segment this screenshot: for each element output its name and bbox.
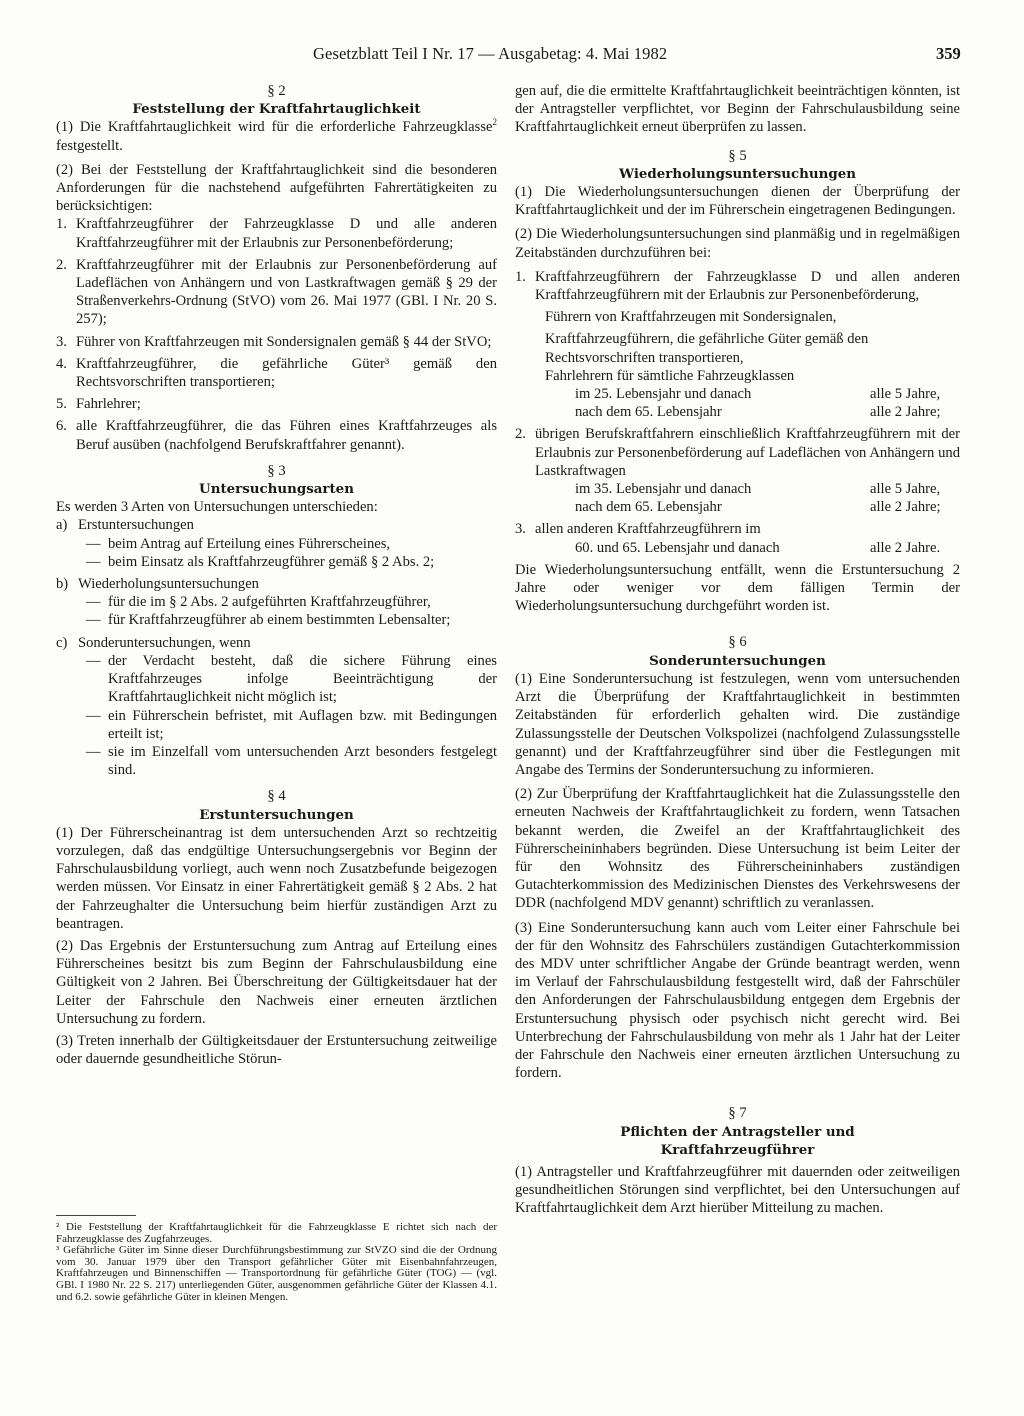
footnote: ³ Gefährliche Güter im Sinne dieser Durchführungsbestimmung zur StVZO sind die der Ordnung vom 30. Januar 1979 über den Transport gefährlicher Güter mit Eisenbahnfahrzeugen, Kraftfahrzeugen und Binnenschiffen — Transportordnung für gefährliche Güter (TOG) — (vgl. GBl. I 1980 Nr. 22 S. 217) unterliegenden Güter, ausgenommen gefährliche Güter der Klassen 4.1. und 6.2. sowie gefährliche Güter in kleinen Mengen. bbox=[56, 1244, 497, 1303]
paragraph: (3) Eine Sonderuntersuchung kann auch vom Leiter einer Fahrschule bei der für den Wohnsitz des Fahrschülers zuständigen Gutachterkommission des MDV unter schriftlicher Angabe der Gründe beantragt werden, wenn im Verlauf der Fahrschulausbildung festgestellt wird, daß der Fahrschüler den Anforderungen der Fahrschulausbildung entgegen dem Ergebnis der Erstuntersuchung physisch oder psychisch nicht gerecht wird. Bei Unterbrechung der Fahrschulausbildung von mehr als 1 Jahr hat der Leiter der Fahrschule den Nachweis einer erneuten ärztlichen Untersuchung zu fordern. bbox=[515, 919, 960, 1082]
list-item: 5. Fahrlehrer; bbox=[56, 396, 141, 413]
paragraph: (2) Bei der Feststellung der Kraftfahrtauglichkeit sind die besonderen Anforderungen für die nachstehend aufgeführten Fahrertätigkeiten zu berücksichtigen: bbox=[56, 161, 497, 215]
list-item: — der Verdacht besteht, daß die sichere Führung eines Kraftfahrzeuges infolge Beeinträchtigung der Kraftfahrtauglichkeit nicht möglich ist; bbox=[86, 652, 497, 706]
footnote-ref: 2 bbox=[492, 117, 497, 128]
list-item: 3. allen anderen Kraftfahrzeugführern im bbox=[515, 521, 761, 538]
section-number: § 5 bbox=[728, 147, 747, 164]
list-item: 1. Kraftfahrzeugführer der Fahrzeugklasse D und alle anderen Kraftfahrzeugführer mit der Erlaubnis zur Personenbeförderung; bbox=[56, 216, 497, 251]
list-item: 6. alle Kraftfahrzeugführer, die das Führen eines Kraftfahrzeuges als Beruf ausüben (nachfolgend Berufskraftfahrer genannt). bbox=[56, 418, 497, 453]
page-number: 359 bbox=[936, 44, 961, 63]
section-6-heading bbox=[515, 633, 960, 669]
list-item: 2. Kraftfahrzeugführer mit der Erlaubnis zur Personenbeförderung auf Ladeflächen von Anhängern und von Lastkraftwagen gemäß § 29 der Straßenverkehrs-Ordnung (StVO) vom 26. Mai 1977 (GBl. I Nr. 20 S. 257); bbox=[56, 256, 497, 328]
list-subitem: Fahrlehrern für sämtliche Fahrzeugklassen bbox=[545, 367, 795, 384]
footnote-divider bbox=[56, 1215, 136, 1216]
section-number: § 2 bbox=[267, 83, 286, 99]
section-title: Wiederholungsuntersuchungen bbox=[619, 165, 856, 182]
paragraph: (1) Die Wiederholungsuntersuchungen dienen der Überprüfung der Kraftfahrtauglichkeit und der im Führerschein eingetragenen Bedingungen. bbox=[515, 184, 960, 219]
list-item: a) Erstuntersuchungen bbox=[56, 517, 194, 534]
page-header bbox=[0, 44, 1024, 68]
section-title: Kraftfahrzeugführer bbox=[660, 1141, 815, 1158]
section-5-heading bbox=[515, 147, 960, 183]
footnote: ² Die Feststellung der Kraftfahrtauglichkeit für die Fahrzeugklasse E richtet sich nach der Fahrzeugklasse des Zugfahrzeuges. bbox=[56, 1221, 497, 1245]
numbered-list bbox=[56, 215, 497, 453]
section-7-heading bbox=[515, 1104, 960, 1159]
section-3-heading bbox=[56, 462, 497, 498]
section-4-heading bbox=[56, 787, 497, 823]
section-number: § 7 bbox=[728, 1105, 747, 1122]
list-item: — sie im Einzelfall vom untersuchenden Arzt besonders festgelegt sind. bbox=[86, 743, 497, 779]
paragraph: Die Wiederholungsuntersuchung entfällt, wenn die Erstuntersuchung 2 Jahre oder weniger vor dem fälligen Termin der Wiederholungsuntersuchung durchgeführt worden ist. bbox=[515, 561, 960, 615]
paragraph: (2) Das Ergebnis der Erstuntersuchung zum Antrag auf Erteilung eines Führerscheines besitzt bis zum Beginn der Fahrschulausbildung eine Gültigkeit von 2 Jahren. Bei Überschreitung der Gültigkeitsdauer hat der Leiter der Fahrschule den Nachweis einer erneuten ärztlichen Untersuchung zu fordern. bbox=[56, 937, 497, 1027]
section-2-heading bbox=[56, 82, 497, 118]
list-item: — ein Führerschein befristet, mit Auflagen bzw. mit Bedingungen erteilt ist; bbox=[86, 707, 497, 742]
list-item: 3. Führer von Kraftfahrzeugen mit Sondersignalen gemäß § 44 der StVO; bbox=[56, 333, 492, 350]
section-title: Feststellung der Kraftfahrtauglichkeit bbox=[132, 101, 421, 118]
interval-row: nach dem 65. Lebensjahr alle 2 Jahre; bbox=[575, 404, 941, 421]
section-number: § 4 bbox=[267, 788, 286, 805]
paragraph: gen auf, die die ermittelte Kraftfahrtauglichkeit beeinträchtigen könnten, ist der Antragsteller verpflichtet, vor Beginn der Fahrschulausbildung seine Kraftfahrtauglichkeit erneut überprüfen zu lassen. bbox=[515, 83, 960, 136]
section-title: Erstuntersuchungen bbox=[199, 806, 354, 823]
section-number: § 6 bbox=[728, 634, 747, 651]
dash-list bbox=[56, 652, 497, 779]
paragraph: (2) Die Wiederholungsuntersuchungen sind planmäßig und in regelmäßigen Zeitabständen durchzuführen bei: bbox=[515, 226, 960, 261]
interval-row: nach dem 65. Lebensjahr alle 2 Jahre; bbox=[575, 499, 941, 516]
section-title: Pflichten der Antragsteller und bbox=[620, 1123, 855, 1140]
list-subitem: Kraftfahrzeugführern, die gefährliche Güter gemäß den Rechtsvorschriften transportieren, bbox=[545, 331, 869, 366]
paragraph: (1) Eine Sonderuntersuchung ist festzulegen, wenn vom untersuchenden Arzt die Überprüfung der Kraftfahrtauglichkeit in bestimmten Zeitabständen für erforderlich gehalten wird. Die zuständige Zulassungsstelle der Deutschen Volkspolizei (nachfolgend Zulassungsstelle genannt) und der Kraftfahrzeugführer sind über die Festlegungen mit Angabe des Termins der Sonderuntersuchung zu informieren. bbox=[515, 670, 960, 778]
interval-row: 60. und 65. Lebensjahr und danach alle 2 Jahre. bbox=[575, 539, 941, 556]
right-column bbox=[515, 82, 960, 1218]
interval-row: im 25. Lebensjahr und danach alle 5 Jahre, bbox=[575, 386, 941, 403]
list-item: — für die im § 2 Abs. 2 aufgeführten Kraftfahrzeugführer, bbox=[86, 594, 431, 611]
list-item: — beim Antrag auf Erteilung eines Führerscheines, bbox=[86, 535, 391, 552]
paragraph: (1) Die Kraftfahrtauglichkeit wird für die erforderliche Fahrzeugklasse$^2$ festgestellt. bbox=[56, 117, 497, 154]
list-item: — beim Einsatz als Kraftfahrzeugführer gemäß § 2 Abs. 2; bbox=[86, 553, 435, 570]
paragraph: (3) Treten innerhalb der Gültigkeitsdauer der Erstuntersuchung zeitweilige oder dauernde gesundheitliche Störun- bbox=[56, 1032, 497, 1068]
list-item: 2. übrigen Berufskraftfahrern einschließlich Kraftfahrzeugführern mit der Erlaubnis zur Personenbeförderung auf Ladeflächen von Anhängern und Lastkraftwagen bbox=[515, 426, 960, 479]
footnotes bbox=[56, 1222, 497, 1303]
list-subitem: Führern von Kraftfahrzeugen mit Sondersignalen, bbox=[545, 309, 837, 326]
section-number: § 3 bbox=[267, 462, 286, 479]
interval-row: im 35. Lebensjahr und danach alle 5 Jahre, bbox=[575, 481, 941, 498]
section-title: Untersuchungsarten bbox=[199, 481, 354, 498]
paragraph: (2) Zur Überprüfung der Kraftfahrtauglichkeit hat die Zulassungsstelle den erneuten Nachweis der Kraftfahrtauglichkeit zu fordern, wenn Tatsachen bekannt werden, die Zweifel an der Kraftfahrtauglichkeit des Führerscheininhabers begründen. Diese Untersuchung ist beim Leiter der für den Wohnsitz des Führerscheininhabers zuständigen Gutachterkommission des Medizinischen Dienstes des Verkehrswesens der DDR (nachfolgend MDV genannt) schriftlich zu veranlassen. bbox=[515, 786, 960, 912]
list-item: 4. Kraftfahrzeugführer, die gefährliche Güter³ gemäß den Rechtsvorschriften transportieren; bbox=[56, 355, 497, 391]
list-item: — für Kraftfahrzeugführer ab einem bestimmten Lebensalter; bbox=[86, 612, 451, 629]
paragraph: Es werden 3 Arten von Untersuchungen unterschieden: bbox=[56, 499, 378, 516]
gazette-title: Gesetzblatt Teil I Nr. 17 — Ausgabetag: 4. Mai 1982 bbox=[313, 44, 668, 63]
dash-list bbox=[56, 593, 497, 629]
paragraph: (1) Antragsteller und Kraftfahrzeugführer mit dauernden oder zeitweiligen gesundheitlichen Störungen sind verpflichtet, bei den Untersuchungen auf Kraftfahrtauglichkeit dem Arzt hierüber Mitteilung zu machen. bbox=[515, 1163, 960, 1217]
paragraph: (1) Der Führerscheinantrag ist dem untersuchenden Arzt so rechtzeitig vorzulegen, daß das endgültige Untersuchungsergebnis vor Beginn der Fahrschulausbildung vorliegt, auch wenn noch Zusatzbefunde beigezogen werden müssen. Vor Einsatz in einer Fahrertätigkeit gemäß § 2 Abs. 2 hat der Fahrzeughalter die Untersuchung beim hierfür zuständigen Arzt zu beantragen. bbox=[56, 824, 497, 932]
list-item: c) Sonderuntersuchungen, wenn bbox=[56, 634, 251, 651]
dash-list bbox=[56, 535, 497, 571]
section-title: Sonderuntersuchungen bbox=[649, 652, 826, 669]
list-item: 1. Kraftfahrzeugführern der Fahrzeugklasse D und allen anderen Kraftfahrzeugführern mit der Erlaubnis zur Personenbeförderung, bbox=[515, 268, 960, 304]
left-column bbox=[56, 82, 497, 1068]
list-item: b) Wiederholungsuntersuchungen bbox=[56, 576, 259, 593]
